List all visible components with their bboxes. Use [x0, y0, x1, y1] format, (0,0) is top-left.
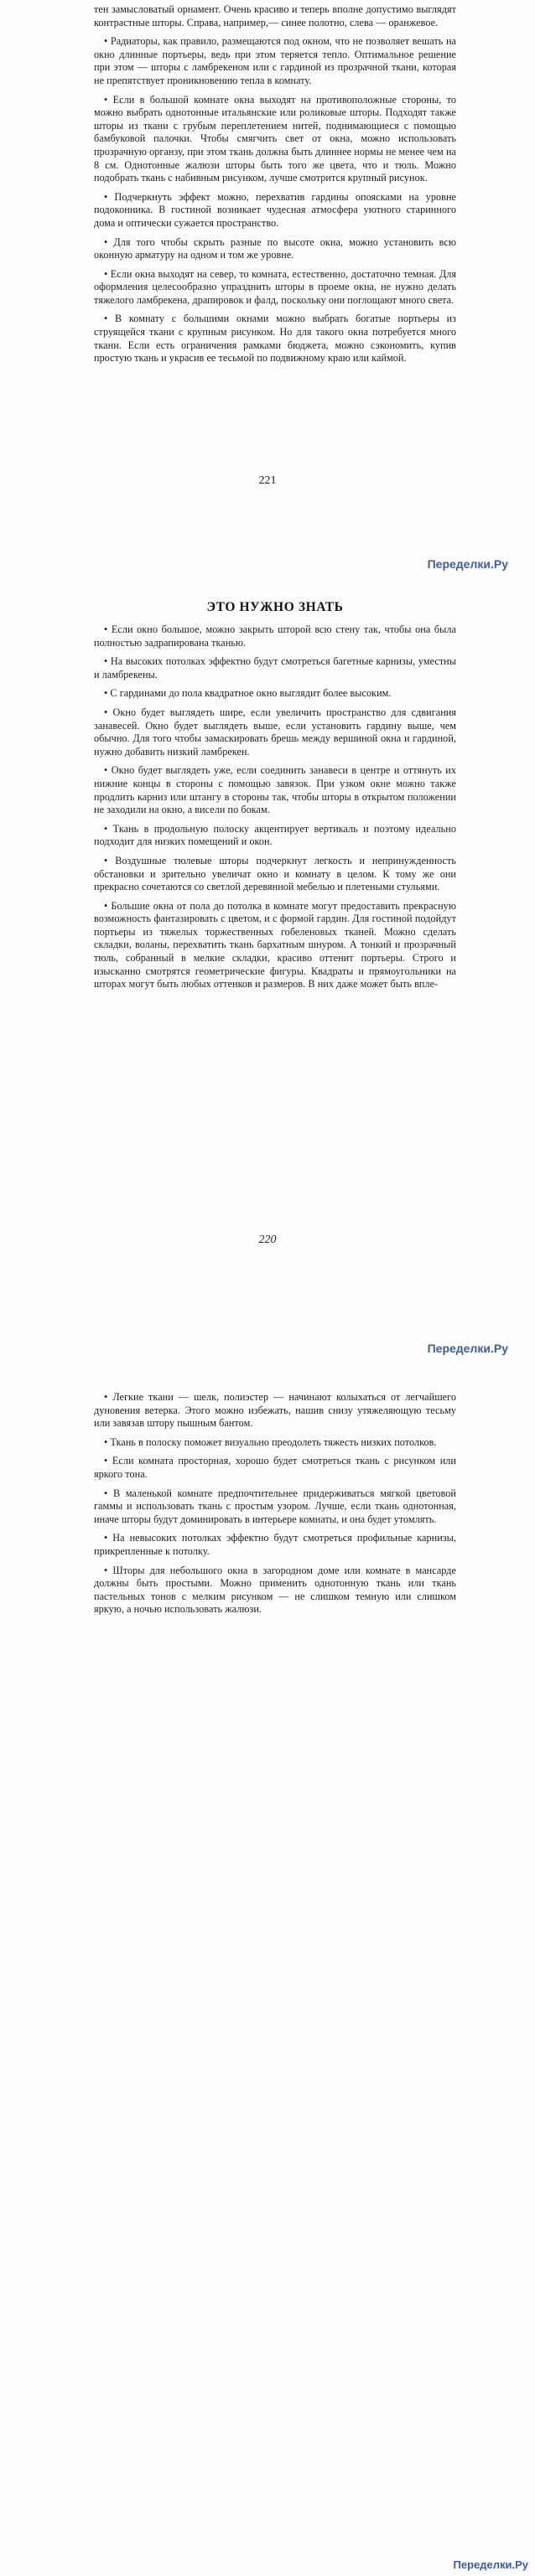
paragraph: • Окно будет выглядеть шире, если увеличить пространство для сдвигания занавесей. Окно будет выглядеть выше, если установить гардину выше, чем обычно. Для того чтобы замаскировать брешь между вершиной окна и гардиной, нужно добавить низкий ламбрекен. [94, 706, 456, 758]
paragraph: • Шторы для небольшого окна в загородном доме или комнате в мансарде должны быть простыми. Можно применить однотонную ткань или ткань пастельных тонов с мелким рисунком — не слишком темную или слишком яркую, а ночью использовать жалюзи. [94, 1564, 456, 1616]
book-page-221 [0, 0, 535, 536]
paragraph: • Большие окна от пола до потолка в комнате могут предоставить прекрасную возможность фантазировать с цветом, и с формой гардин. Для гостиной подойдут портьеры из тяжелых торжественных гобеленовых тканей. Можно сделать складки, воланы, перехватить ткань бархатным шнуром. А тонкий и прозрачный тюль, собранный в мелкие складки, красиво оттенит портьеры. Строго и изысканно смотрятся геометрические фигуры. Квадраты и прямоугольники на шторах могут быть любых оттенков и размеров. В них даже может быть впле- [94, 899, 456, 991]
paragraph: • Окно будет выглядеть уже, если соединить занавеси в центре и оттянуть их нижние концы в стороны с помощью завязок. При узком окне можно также продлить карниз или штангу в стороны так, чтобы шторы в открытом положении не заходили на окно, а висели по бокам. [94, 764, 456, 816]
page-number: 221 [258, 474, 277, 487]
paragraph: • В комнату с большими окнами можно выбрать богатые портьеры из струящейся ткани с крупным рисунком. Но для такого окна потребуется много ткани. Если есть ограничения рамками бюджета, можно сэкономить, купив простую ткань и украсив ее тесьмой по подвижному краю или каймой. [94, 313, 456, 365]
paragraph: • Легкие ткани — шелк, полиэстер — начинают колыхаться от легчайшего дуновения ветерка. Этого можно избежать, нашив снизу утяжеляющую тесьму или завязав штору пышным бантом. [94, 1391, 456, 1430]
site-watermark-link-footer[interactable]: Переделки.Ру [453, 2558, 528, 2571]
paragraph: • Если окна выходят на север, то комната, естественно, достаточно темная. Для оформления целесообразно упразднить шторы в проеме окна, не нужно делать тяжелого ламбрекена, драпировок и фалд, поскольку они поглощают много света. [94, 267, 456, 306]
book-page-220 [0, 536, 535, 1291]
page-number: 220 [258, 1234, 277, 1246]
site-watermark-link[interactable]: Переделки.Ру [427, 557, 508, 571]
page-text-column [94, 3, 456, 371]
paragraph: • Воздушные тюлевые шторы подчеркнут легкость и непринужденность обстановки и зрительно увеличат окно и комнату в целом. К тому же они прекрасно сочетаются со светлой деревянной мебелью и плетеными стульями. [94, 854, 456, 893]
site-watermark-link[interactable]: Переделки.Ру [427, 1342, 508, 1355]
paragraph: • Ткань в продольную полоску акцентирует вертикаль и поэтому идеально подходит для низких помещений и окон. [94, 822, 456, 848]
paragraph: • На невысоких потолках эффектно будут смотреться профильные карнизы, прикрепленные к потолку. [94, 1532, 456, 1557]
paragraph: • В маленькой комнате предпочтительнее придерживаться мягкой цветовой гаммы и использовать ткань с простым узором. Лучше, если ткань однотонная, иначе шторы будут доминировать в интерьере комнаты, и она будет утомлять. [94, 1487, 456, 1525]
paragraph: • Радиаторы, как правило, размещаются под окном, что не позволяет вешать на окно длинные портьеры, ведь при этом теряется тепло. Оптимальное решение при этом — шторы с ламбрекеном или с гардиной из прозрачной ткани, которая не препятствует проникновению тепла в комнату. [94, 35, 456, 86]
paragraph: • Если комната просторная, хорошо будет смотреться ткань с рисунком или яркого тона. [94, 1455, 456, 1480]
paragraph: • Если в большой комнате окна выходят на противоположные стороны, то можно выбрать однотонные итальянские или роликовые шторы. Подходят также шторы из ткани с грубым переплетением нитей, поднимающиеся с помощью бамбуковой палочки. Чтобы смягчить свет от окна, можно использовать прозрачную органзу, при этом ткань должна быть длиннее нормы не менее чем на 8 см. Однотонные жалюзи шторы быть того же цвета, что и тюль. Можно подобрать ткань с набивным рисунком, лучше смотрится крупный рисунок. [94, 93, 456, 184]
paragraph: • С гардинами до пола квадратное окно выглядит более высоким. [104, 687, 392, 700]
paragraph: • Подчеркнуть эффект можно, перехватив гардины опоясками на уровне подоконника. В гостиной возникает чудесная атмосфера уютного старинного дома и оптически сужается пространство. [94, 190, 456, 229]
paragraph: • Если окно большое, можно закрыть шторой всю стену так, чтобы она была полностью задрапирована тканью. [94, 623, 456, 649]
paragraph: • Ткань в полоску поможет визуально преодолеть тяжесть низких потолков. [104, 1435, 437, 1448]
page-text-column [94, 623, 456, 997]
paragraph: • Для того чтобы скрыть разные по высоте окна, можно установить всю оконную арматуру на одном и том же уровне. [94, 235, 456, 261]
paragraph: тен замысловатый орнамент. Очень красиво и теперь вполне допустимо выглядят контрастные шторы. Справа, например,— синее полотно, слева — оранжевое. [94, 3, 456, 28]
paragraph: • На высоких потолках эффектно будут смотреться багетные карнизы, уместны и ламбрекены. [94, 655, 456, 680]
book-page-continuation [0, 1291, 535, 2576]
section-title: ЭТО НУЖНО ЗНАТЬ [206, 600, 344, 614]
page-text-column [94, 1391, 456, 1622]
